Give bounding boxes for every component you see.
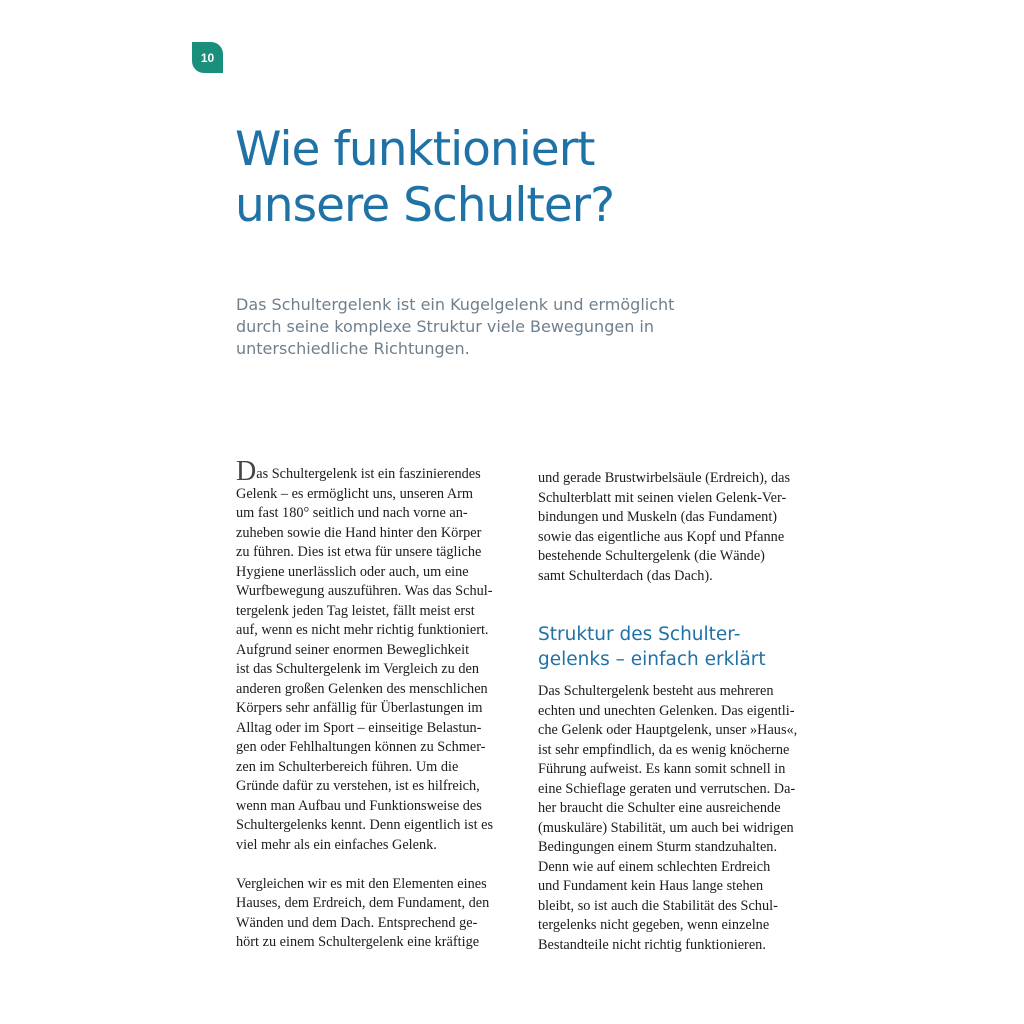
left-column: [236, 456, 516, 953]
body-line: eine Schieflage geraten und verrutschen. Da-: [538, 780, 796, 797]
body-line: Gründe dafür zu verstehen, ist es hilfreich,: [236, 778, 480, 794]
page-number-badge: 10: [192, 42, 223, 73]
body-line: Wurfbewegung auszuführen. Was das Schul-: [236, 583, 493, 599]
body-line: anderen großen Gelenken des menschlichen: [236, 680, 488, 697]
body-line: Schultergelenks kennt. Denn eigentlich ist es: [236, 817, 494, 833]
subheading-line-1: Struktur des Schulter-: [538, 624, 741, 645]
body-line: viel mehr als ein einfaches Gelenk.: [236, 836, 437, 853]
body-line: bestehende Schultergelenk (die Wände): [538, 548, 765, 564]
body-line: Denn wie auf einem schlechten Erdreich: [538, 858, 771, 875]
body-line: (muskuläre) Stabilität, um auch bei widrigen: [538, 819, 794, 836]
section-subheading: [538, 622, 838, 672]
body-line: Bestandteile nicht richtig funktionieren.: [538, 936, 766, 953]
intro-line: Das Schultergelenk ist ein Kugelgelenk und ermöglicht: [236, 295, 675, 314]
body-line: Aufgrund seiner enormen Beweglichkeit: [236, 641, 470, 658]
body-line: um fast 180° seitlich und nach vorne an-: [236, 505, 468, 521]
body-line: che Gelenk oder Hauptgelenk, unser »Haus«,: [538, 722, 798, 738]
title-line-2: unsere Schulter?: [235, 178, 615, 233]
body-line: zuheben sowie die Hand hinter den Körper: [236, 524, 482, 541]
body-line: zu führen. Dies ist etwa für unsere tägliche: [236, 544, 482, 560]
body-line: ist sehr empfindlich, da es wenig knöcherne: [538, 741, 790, 758]
body-line: und gerade Brustwirbelsäule (Erdreich), das: [538, 470, 791, 486]
page-title: [235, 122, 835, 234]
drop-cap: D: [236, 456, 257, 487]
body-line: und Fundament kein Haus lange stehen: [538, 878, 764, 894]
right-column-top: [538, 469, 818, 586]
body-line: Alltag oder im Sport – einseitige Belastun-: [236, 719, 482, 736]
intro-line: unterschiedliche Richtungen.: [236, 339, 470, 358]
body-line: Hygiene unerlässlich oder auch, um eine: [236, 563, 469, 580]
body-line: Körpers sehr anfällig für Überlastungen im: [236, 700, 483, 716]
right-column-bottom: [538, 682, 818, 955]
body-line: tergelenk jeden Tag leistet, fällt meist erst: [236, 602, 475, 619]
body-line: gen oder Fehlhaltungen können zu Schmer-: [236, 739, 486, 755]
body-line: hört zu einem Schultergelenk eine kräftige: [236, 934, 480, 950]
body-line: tergelenks nicht gegeben, wenn einzelne: [538, 917, 770, 933]
body-line: her braucht die Schulter eine ausreichende: [538, 800, 781, 816]
body-line: ist das Schultergelenk im Vergleich zu den: [236, 661, 479, 677]
body-line: bleibt, so ist auch die Stabilität des Schul-: [538, 897, 778, 914]
body-line: wenn man Aufbau und Funktionsweise des: [236, 797, 482, 814]
body-line: auf, wenn es nicht mehr richtig funktioniert.: [236, 622, 489, 638]
title-line-1: Wie funktioniert: [235, 122, 595, 177]
body-line: Hauses, dem Erdreich, dem Fundament, den: [236, 895, 490, 911]
body-line: Führung aufweist. Es kann somit schnell in: [538, 761, 786, 777]
intro-line: durch seine komplexe Struktur viele Bewegungen in: [236, 317, 655, 336]
body-line: sowie das eigentliche aus Kopf und Pfanne: [538, 528, 785, 545]
subheading-line-2: gelenks – einfach erklärt: [538, 649, 766, 670]
paragraph-gap: [236, 855, 516, 875]
first-line-text: as Schultergelenk ist ein faszinierendes: [256, 466, 481, 482]
body-line: Das Schultergelenk besteht aus mehreren: [538, 683, 774, 699]
body-line: bindungen und Muskeln (das Fundament): [538, 509, 778, 525]
body-line: samt Schulterdach (das Dach).: [538, 567, 713, 584]
first-line: [236, 456, 516, 487]
body-line: echten und unechten Gelenken. Das eigentli-: [538, 702, 795, 719]
body-line: zen im Schulterbereich führen. Um die: [236, 758, 459, 775]
intro-text: [236, 294, 716, 360]
body-line: Vergleichen wir es mit den Elementen eines: [236, 875, 487, 892]
body-line: Bedingungen einem Sturm standzuhalten.: [538, 839, 778, 855]
body-line: Schulterblatt mit seinen vielen Gelenk-Ver-: [538, 489, 787, 506]
body-line: Wänden und dem Dach. Entsprechend ge-: [236, 914, 478, 931]
body-line: Gelenk – es ermöglicht uns, unseren Arm: [236, 485, 474, 502]
